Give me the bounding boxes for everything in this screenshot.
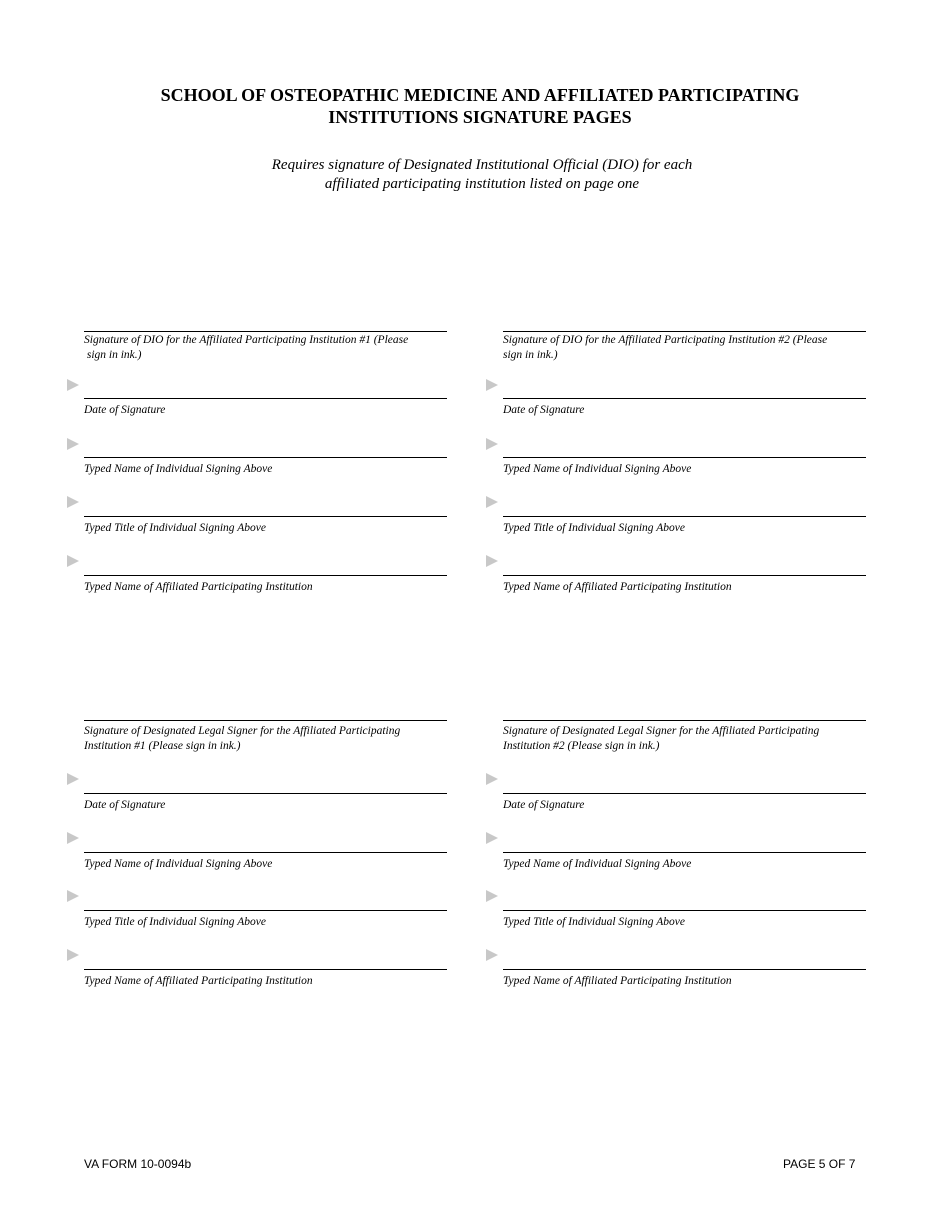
page-title: [0, 84, 950, 128]
institution-label: Typed Name of Affiliated Participating Institution: [84, 975, 313, 987]
signature-label: Signature of Designated Legal Signer for the Affiliated Participating Institution #2 (Please sign in ink.): [503, 725, 820, 752]
date-line: [503, 793, 866, 794]
date-line: [84, 398, 447, 399]
name-label: Typed Name of Individual Signing Above: [503, 858, 692, 870]
date-label: Date of Signature: [503, 799, 585, 811]
date-label: Date of Signature: [84, 404, 166, 416]
date-line: [84, 793, 447, 794]
field-pointer-icon: [486, 890, 498, 902]
name-label: Typed Name of Individual Signing Above: [84, 463, 273, 475]
typed-name-input[interactable]: [503, 826, 866, 852]
signature-label: Signature of DIO for the Affiliated Participating Institution #1 (Please sign in ink.): [84, 334, 409, 361]
typed-title-input[interactable]: [503, 884, 866, 910]
institution-name-input[interactable]: [84, 549, 447, 575]
title-label: Typed Title of Individual Signing Above: [503, 916, 685, 928]
field-pointer-icon: [486, 379, 498, 391]
signature-line: [84, 720, 447, 721]
institution-name-input[interactable]: [503, 549, 866, 575]
form-number: VA FORM 10-0094b: [84, 1157, 192, 1171]
field-pointer-icon: [486, 773, 498, 785]
field-pointer-icon: [486, 949, 498, 961]
title-line-1: SCHOOL OF OSTEOPATHIC MEDICINE AND AFFILIATED PARTICIPATING: [160, 85, 800, 105]
signature-line: [84, 331, 447, 332]
subtitle-line-2: affiliated participating institution listed on page one: [324, 176, 640, 192]
field-pointer-icon: [67, 496, 79, 508]
date-line: [503, 398, 866, 399]
date-of-signature-input[interactable]: [84, 767, 447, 793]
field-pointer-icon: [67, 555, 79, 567]
title-line: [503, 516, 866, 517]
title-label: Typed Title of Individual Signing Above: [84, 522, 266, 534]
institution-line: [503, 969, 866, 970]
title-label: Typed Title of Individual Signing Above: [503, 522, 685, 534]
title-line: [503, 910, 866, 911]
field-pointer-icon: [67, 832, 79, 844]
title-line: [84, 516, 447, 517]
date-label: Date of Signature: [84, 799, 166, 811]
typed-title-input[interactable]: [84, 884, 447, 910]
signature-line: [503, 331, 866, 332]
title-line-2: INSTITUTIONS SIGNATURE PAGES: [328, 107, 632, 127]
name-line: [503, 852, 866, 853]
title-line: [84, 910, 447, 911]
institution-name-input[interactable]: [503, 943, 866, 969]
page-subtitle: [0, 156, 950, 194]
name-label: Typed Name of Individual Signing Above: [503, 463, 692, 475]
field-pointer-icon: [486, 438, 498, 450]
field-pointer-icon: [67, 890, 79, 902]
typed-name-input[interactable]: [84, 431, 447, 457]
page-number: PAGE 5 OF 7: [783, 1157, 856, 1171]
title-label: Typed Title of Individual Signing Above: [84, 916, 266, 928]
field-pointer-icon: [486, 832, 498, 844]
institution-line: [84, 969, 447, 970]
subtitle-line-1: Requires signature of Designated Institutional Official (DIO) for each: [271, 157, 693, 173]
signature-line: [503, 720, 866, 721]
institution-label: Typed Name of Affiliated Participating Institution: [84, 581, 313, 593]
name-label: Typed Name of Individual Signing Above: [84, 858, 273, 870]
institution-label: Typed Name of Affiliated Participating Institution: [503, 581, 732, 593]
field-pointer-icon: [486, 555, 498, 567]
field-pointer-icon: [67, 438, 79, 450]
name-line: [84, 457, 447, 458]
field-pointer-icon: [486, 496, 498, 508]
name-line: [84, 852, 447, 853]
field-pointer-icon: [67, 773, 79, 785]
name-line: [503, 457, 866, 458]
institution-name-input[interactable]: [84, 943, 447, 969]
date-label: Date of Signature: [503, 404, 585, 416]
field-pointer-icon: [67, 379, 79, 391]
date-of-signature-input[interactable]: [503, 767, 866, 793]
institution-line: [503, 575, 866, 576]
date-of-signature-input[interactable]: [503, 372, 866, 398]
institution-line: [84, 575, 447, 576]
typed-name-input[interactable]: [84, 826, 447, 852]
signature-label: Signature of Designated Legal Signer for the Affiliated Participating Institution #1 (Please sign in ink.): [84, 725, 401, 752]
typed-title-input[interactable]: [503, 490, 866, 516]
typed-name-input[interactable]: [503, 431, 866, 457]
institution-label: Typed Name of Affiliated Participating Institution: [503, 975, 732, 987]
signature-label: Signature of DIO for the Affiliated Participating Institution #2 (Please sign in ink.): [503, 334, 828, 361]
date-of-signature-input[interactable]: [84, 372, 447, 398]
field-pointer-icon: [67, 949, 79, 961]
typed-title-input[interactable]: [84, 490, 447, 516]
